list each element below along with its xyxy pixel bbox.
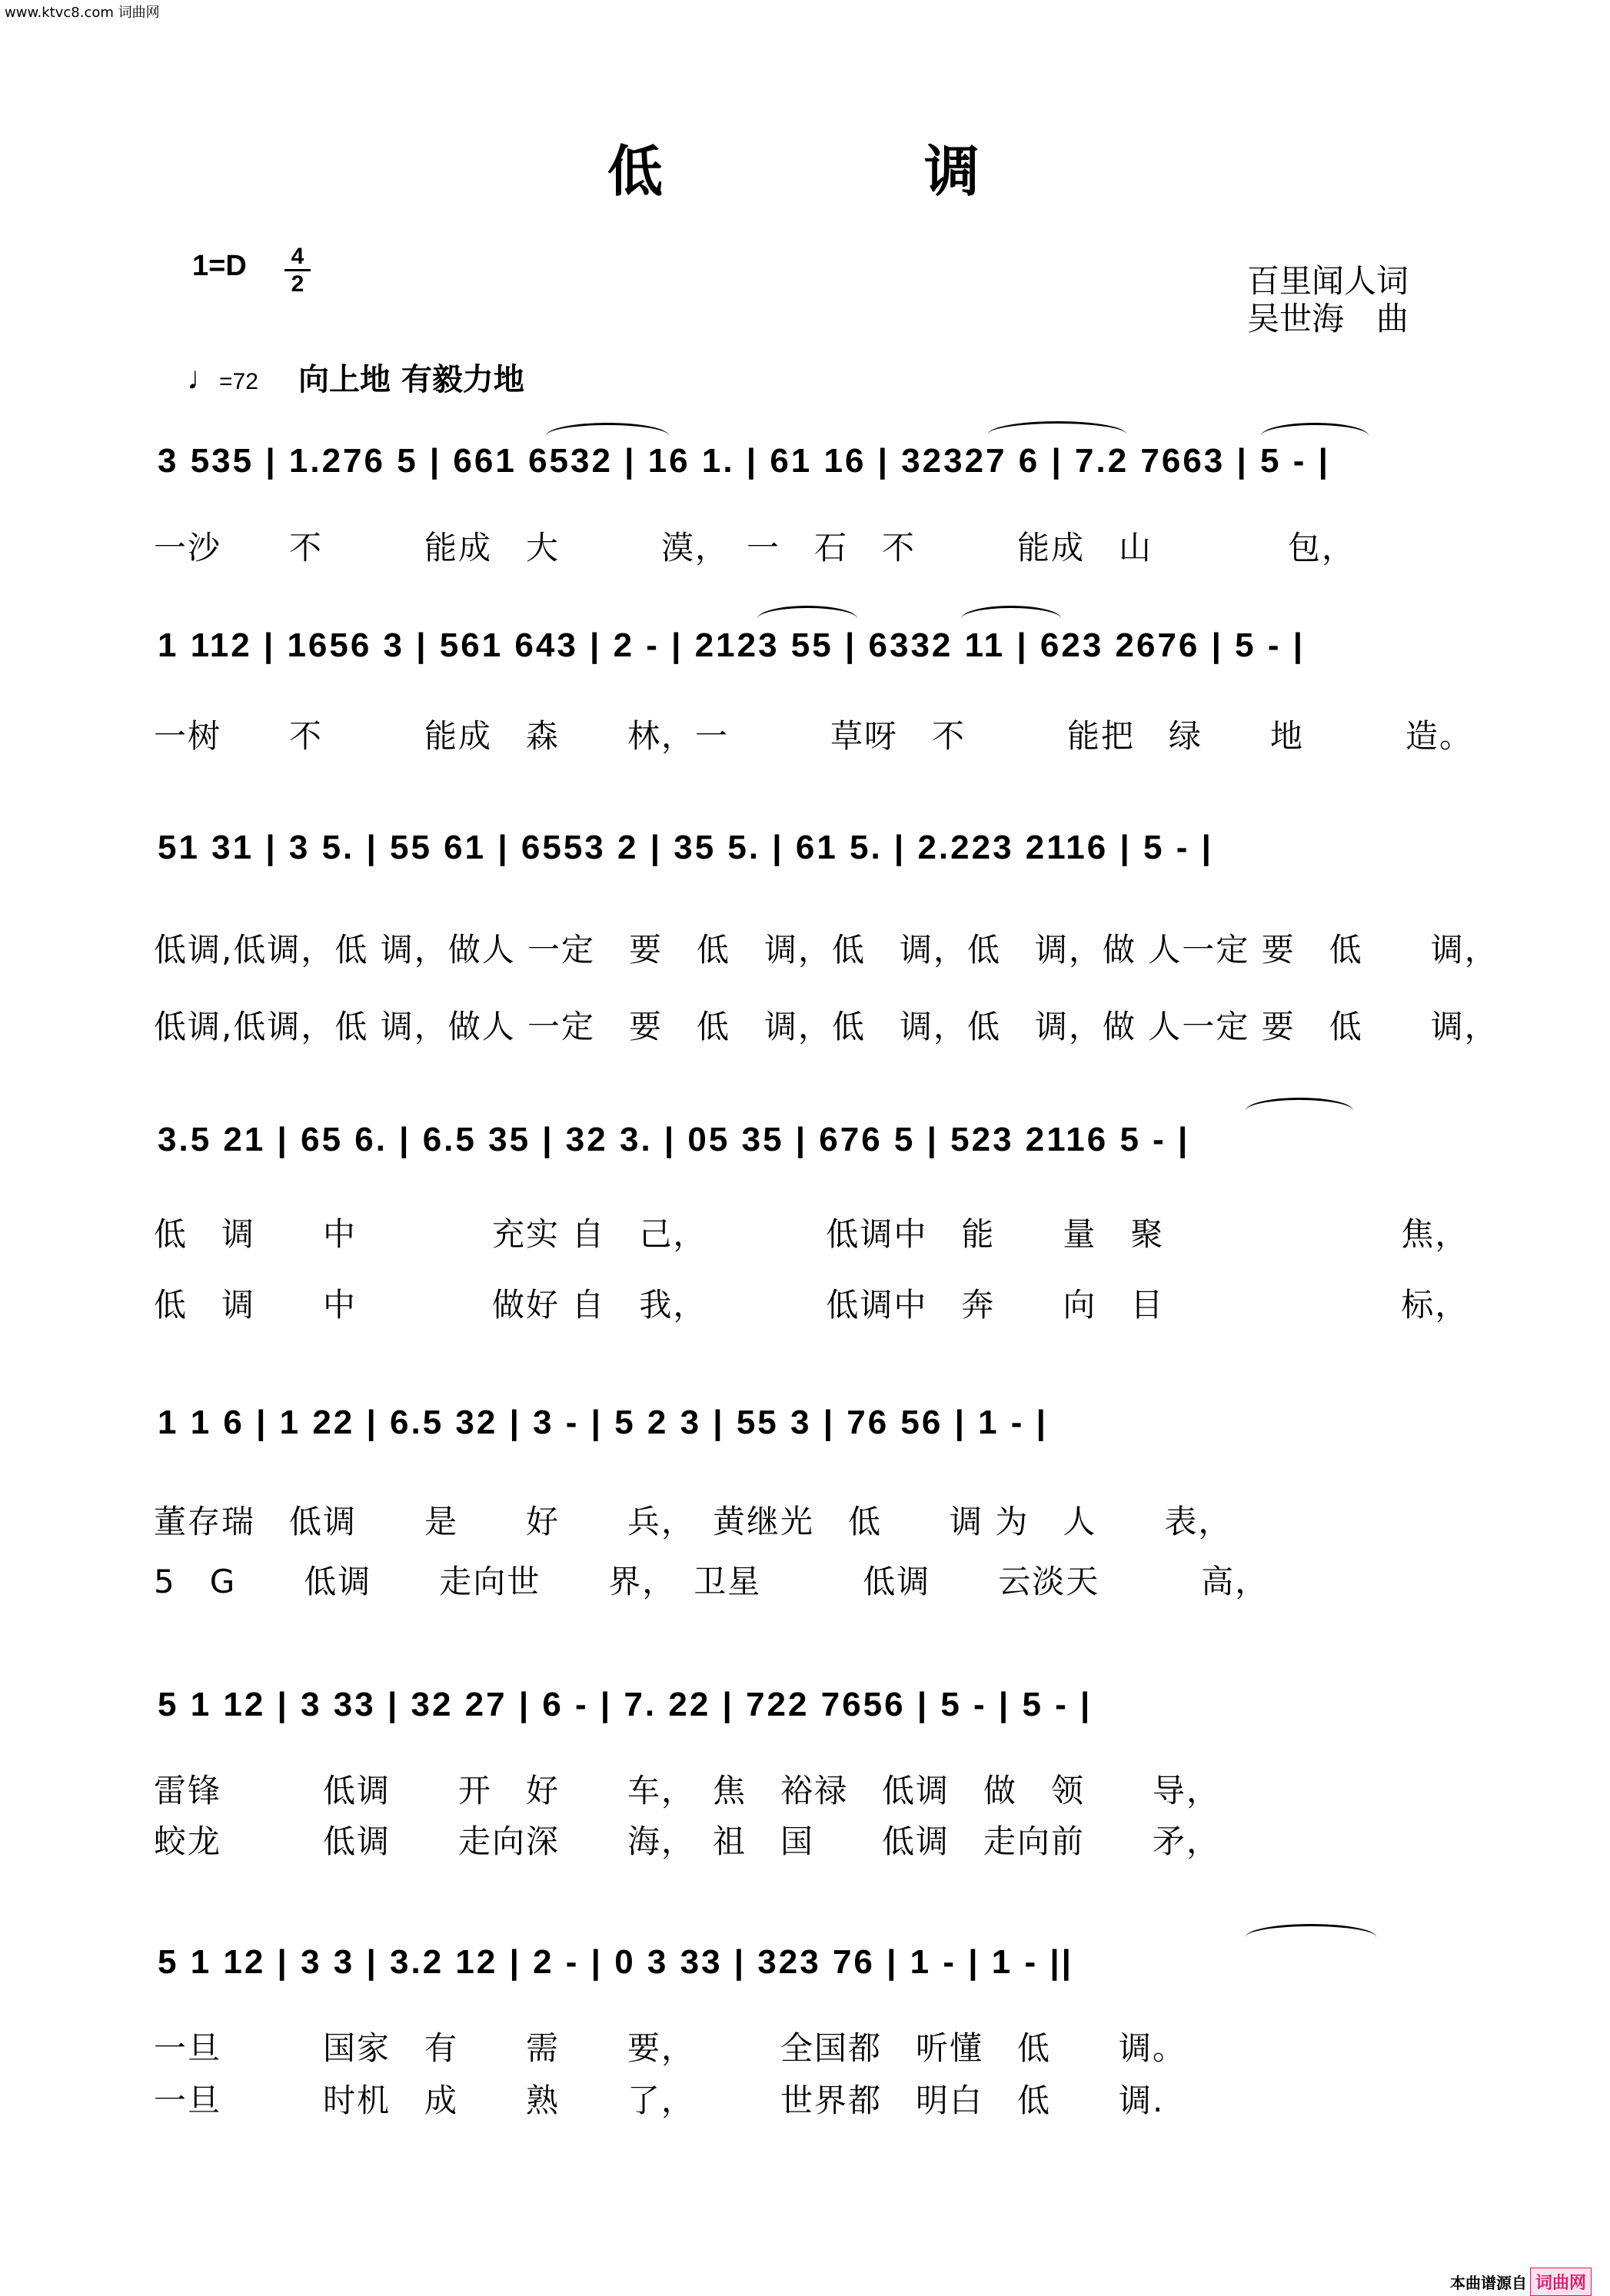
notation-line-3: 51 31 | 3 5. | 55 61 | 6553 2 | 35 5. | 61 5. | 2.223 2116 | 5 - | bbox=[158, 829, 1213, 866]
slur-mark bbox=[961, 606, 1061, 619]
lyrics-line-3b: 低调,低调，低 调，做人 一定 要 低 调，低 调，低 调，做 人一定 要 低 调， bbox=[154, 1008, 1499, 1045]
lyrics-line-4b: 低 调 中 做好 自 我， 低调中 奔 向 目 标， bbox=[154, 1286, 1469, 1324]
quarter-note-icon: ♩ bbox=[187, 360, 219, 396]
slur-mark bbox=[546, 423, 669, 436]
composer-credit: 吴世海 曲 bbox=[1247, 300, 1409, 337]
notation-line-4: 3.5 21 | 65 6. | 6.5 35 | 32 3. | 05 35 | 676 5 | 523 2116 5 - | bbox=[158, 1121, 1190, 1158]
lyricist-credit: 百里闻人词 bbox=[1247, 262, 1409, 300]
slur-mark bbox=[1261, 423, 1369, 436]
lyrics-line-6a: 雷锋 低调 开 好 车， 焦 裕禄 低调 做 领 导， bbox=[154, 1772, 1221, 1809]
time-bottom: 2 bbox=[291, 271, 304, 297]
notation-line-7: 5 1 12 | 3 3 | 3.2 12 | 2 - | 0 3 33 | 323 76 | 1 - | 1 - || bbox=[158, 1943, 1073, 1981]
tempo-marking bbox=[187, 360, 258, 397]
time-top: 4 bbox=[291, 244, 304, 269]
song-title: 低调 bbox=[607, 139, 1242, 204]
tempo-value: =72 bbox=[219, 369, 258, 394]
expression-marking: 向上地 有毅力地 bbox=[298, 362, 524, 397]
notation-line-5: 1 1 6 | 1 22 | 6.5 32 | 3 - | 5 2 3 | 55 3 | 76 56 | 1 - | bbox=[158, 1404, 1048, 1441]
slur-mark bbox=[757, 606, 857, 619]
key-signature: 1=D bbox=[192, 250, 247, 282]
site-header: www.ktvc8.com 词曲网 bbox=[5, 5, 160, 21]
slur-mark bbox=[1246, 1924, 1376, 1937]
notation-line-2: 1 112 | 1656 3 | 561 643 | 2 - | 2123 55 | 6332 11 | 623 2676 | 5 - | bbox=[158, 626, 1306, 664]
lyrics-line-5b: 5 G 低调 走向世 界， 卫星 低调 云淡天 高， bbox=[154, 1563, 1269, 1600]
notation-line-1: 3 535 | 1.276 5 | 661 6532 | 16 1. | 61 16 | 32327 6 | 7.2 7663 | 5 - | bbox=[158, 442, 1330, 480]
time-signature bbox=[284, 244, 311, 296]
lyrics-line-4a: 低 调 中 充实 自 己， 低调中 能 量 聚 焦， bbox=[154, 1215, 1469, 1253]
lyrics-line-2: 一树 不 能成 森 林，一 草呀 不 能把 绿 地 造。 bbox=[154, 717, 1474, 755]
lyrics-line-7b: 一旦 时机 成 熟 了， 世界都 明白 低 调. bbox=[154, 2082, 1165, 2119]
lyrics-line-3a: 低调,低调，低 调，做人 一定 要 低 调，低 调，低 调，做 人一定 要 低 调， bbox=[154, 931, 1499, 969]
notation-line-6: 5 1 12 | 3 33 | 32 27 | 6 - | 7. 22 | 722 7656 | 5 - | 5 - | bbox=[158, 1686, 1093, 1723]
slur-mark bbox=[988, 421, 1126, 434]
lyrics-line-1: 一沙 不 能成 大 漠， 一 石 不 能成 山 包， bbox=[154, 529, 1356, 567]
slur-mark bbox=[1246, 1098, 1353, 1111]
lyrics-line-7a: 一旦 国家 有 需 要， 全国都 听懂 低 调。 bbox=[154, 2029, 1187, 2067]
watermark-logo: 词曲网 bbox=[1530, 2268, 1592, 2296]
lyrics-line-5a: 董存瑞 低调 是 好 兵， 黄继光 低 调 为 人 表， bbox=[154, 1503, 1232, 1540]
lyrics-line-6b: 蛟龙 低调 走向深 海， 祖 国 低调 走向前 矛， bbox=[154, 1823, 1221, 1860]
footer-source: 本曲谱源自 bbox=[1450, 2274, 1527, 2292]
